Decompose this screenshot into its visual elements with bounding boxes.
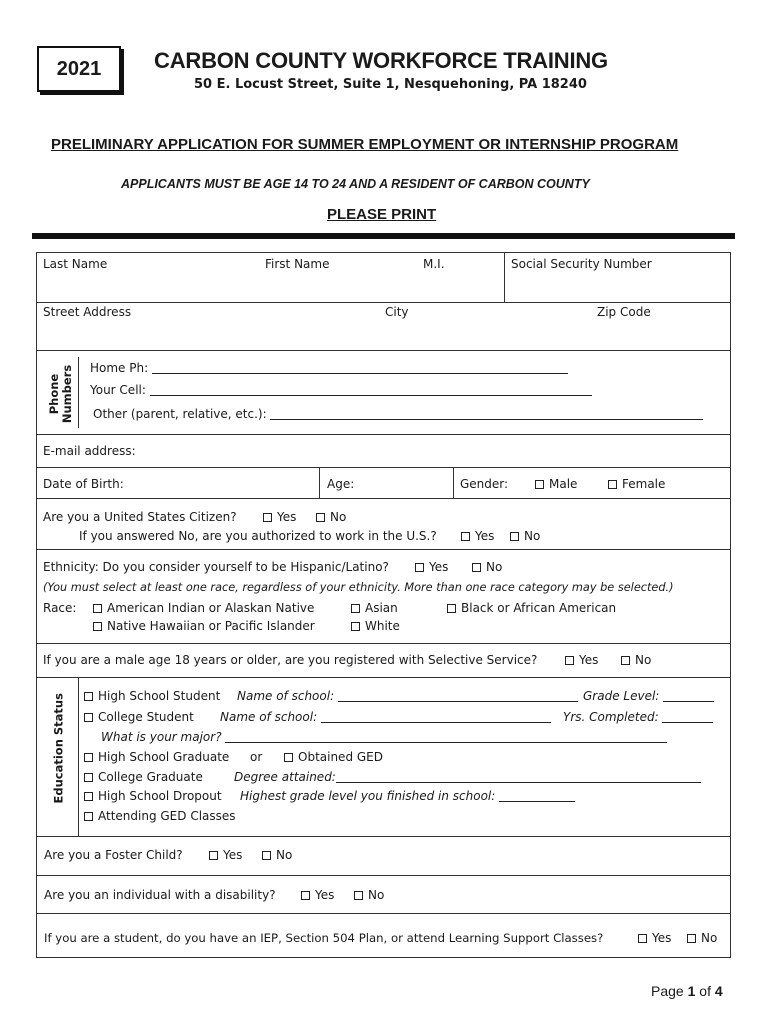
checkbox[interactable] — [316, 513, 325, 522]
form-title: PRELIMINARY APPLICATION FOR SUMMER EMPLOYMENT OR INTERNSHIP PROGRAM — [51, 136, 679, 153]
checkbox[interactable] — [84, 713, 93, 722]
race-label: Race: — [43, 601, 77, 615]
checkbox[interactable] — [447, 604, 456, 613]
ethnicity-question: Ethnicity: Do you consider yourself to be Hispanic/Latino? — [43, 560, 389, 574]
cell-phone-label: Your Cell: — [90, 383, 592, 397]
education-section-label: Education Status — [51, 693, 66, 804]
iep-row — [37, 914, 730, 958]
race-pacific-islander[interactable]: Native Hawaiian or Pacific Islander — [93, 619, 315, 633]
checkbox[interactable] — [84, 692, 93, 701]
checkbox[interactable] — [621, 656, 630, 665]
college-school-field[interactable]: Name of school: — [220, 710, 551, 724]
college-school-input[interactable] — [321, 711, 551, 723]
checkbox[interactable] — [510, 532, 519, 541]
iep-question: If you are a student, do you have an IEP, Section 504 Plan, or attend Learning Support Classes? — [44, 931, 604, 945]
checkbox[interactable] — [93, 604, 102, 613]
race-asian[interactable]: Asian — [351, 601, 398, 615]
checkbox[interactable] — [301, 891, 310, 900]
checkbox[interactable] — [351, 622, 360, 631]
org-title: CARBON COUNTY WORKFORCE TRAINING — [154, 48, 608, 73]
hs-student-option[interactable]: High School Student — [84, 689, 220, 703]
checkbox[interactable] — [84, 812, 93, 821]
authorized-yes[interactable]: Yes — [461, 529, 494, 543]
divider — [78, 357, 79, 428]
org-address: 50 E. Locust Street, Suite 1, Nesquehoning, PA 18240 — [194, 77, 587, 92]
college-student-option[interactable]: College Student — [84, 710, 194, 724]
highest-grade-input[interactable] — [499, 790, 575, 802]
work-authorization-question: If you answered No, are you authorized to work in the U.S.? — [79, 529, 437, 543]
email-row — [37, 435, 730, 468]
divider — [504, 253, 505, 302]
authorized-no[interactable]: No — [510, 529, 540, 543]
age-field[interactable]: Age: — [327, 477, 355, 491]
grade-level-field[interactable]: Grade Level: — [583, 689, 714, 703]
hs-graduate-option[interactable]: High School Graduate — [84, 750, 229, 764]
citizen-question: Are you a United States Citizen? — [43, 510, 237, 524]
page-number: Page 1 of 4 — [651, 983, 723, 999]
female-option[interactable]: Female — [608, 477, 665, 491]
disability-no[interactable]: No — [354, 888, 384, 902]
checkbox[interactable] — [84, 753, 93, 762]
hispanic-no[interactable]: No — [472, 560, 502, 574]
checkbox[interactable] — [687, 934, 696, 943]
selective-service-question: If you are a male age 18 years or older, are you registered with Selective Service? — [43, 653, 538, 667]
email-field[interactable]: E-mail address: — [43, 444, 136, 458]
divider — [319, 468, 320, 498]
name-row — [37, 253, 730, 303]
race-black[interactable]: Black or African American — [447, 601, 616, 615]
application-form — [36, 252, 731, 958]
checkbox[interactable] — [472, 563, 481, 572]
disability-question: Are you an individual with a disability? — [44, 888, 276, 902]
address-row — [37, 303, 730, 351]
or-text: or — [250, 750, 263, 764]
divider — [78, 678, 79, 836]
hs-school-input[interactable] — [338, 690, 578, 702]
checkbox[interactable] — [415, 563, 424, 572]
male-option[interactable]: Male — [535, 477, 577, 491]
degree-input[interactable] — [336, 771, 701, 783]
city-field[interactable]: City — [385, 305, 409, 319]
citizen-no[interactable]: No — [316, 510, 346, 524]
year-text: 2021 — [56, 57, 102, 80]
please-print-heading: PLEASE PRINT — [327, 206, 437, 223]
checkbox[interactable] — [608, 480, 617, 489]
checkbox[interactable] — [209, 851, 218, 860]
phone-section-label: Phone Numbers — [47, 364, 74, 424]
checkbox[interactable] — [84, 792, 93, 801]
street-address-field[interactable]: Street Address — [43, 305, 132, 319]
first-name-field[interactable]: First Name — [265, 257, 330, 271]
year-badge — [37, 46, 121, 92]
foster-no[interactable]: No — [262, 848, 292, 862]
ged-option[interactable]: Obtained GED — [284, 750, 383, 764]
checkbox[interactable] — [565, 656, 574, 665]
college-graduate-option[interactable]: College Graduate — [84, 770, 203, 784]
form-subtitle: APPLICANTS MUST BE AGE 14 TO 24 AND A RESIDENT OF CARBON COUNTY — [121, 177, 590, 191]
education-row — [37, 678, 730, 837]
other-phone-label: Other (parent, relative, etc.): — [93, 407, 703, 421]
dob-field[interactable]: Date of Birth: — [43, 477, 124, 491]
checkbox[interactable] — [351, 604, 360, 613]
checkbox[interactable] — [84, 773, 93, 782]
checkbox[interactable] — [354, 891, 363, 900]
race-white[interactable]: White — [351, 619, 400, 633]
checkbox[interactable] — [535, 480, 544, 489]
citizen-yes[interactable]: Yes — [263, 510, 296, 524]
checkbox[interactable] — [284, 753, 293, 762]
foster-yes[interactable]: Yes — [209, 848, 242, 862]
iep-yes[interactable]: Yes — [638, 931, 671, 945]
checkbox[interactable] — [262, 851, 271, 860]
yrs-completed-input[interactable] — [662, 711, 713, 723]
checkbox[interactable] — [263, 513, 272, 522]
grade-level-input[interactable] — [663, 690, 714, 702]
last-name-field[interactable]: Last Name — [43, 257, 108, 271]
highest-grade-field[interactable]: Highest grade level you finished in school: — [240, 789, 575, 803]
disability-row — [37, 876, 730, 914]
race-note: (You must select at least one race, regardless of your ethnicity. More than one race category may be selected.) — [43, 581, 674, 594]
divider — [453, 468, 454, 498]
major-field[interactable]: What is your major? — [101, 730, 667, 744]
checkbox[interactable] — [638, 934, 647, 943]
foster-question: Are you a Foster Child? — [44, 848, 183, 862]
ethnicity-row — [37, 550, 730, 644]
phone-row — [37, 351, 730, 435]
checkbox[interactable] — [461, 532, 470, 541]
citizen-row — [37, 499, 730, 550]
gender-label: Gender: — [460, 477, 509, 491]
dropout-option[interactable]: High School Dropout — [84, 789, 222, 803]
attending-ged-option[interactable]: Attending GED Classes — [84, 809, 236, 823]
foster-row — [37, 837, 730, 876]
yrs-completed-field[interactable]: Yrs. Completed: — [563, 710, 713, 724]
disability-yes[interactable]: Yes — [301, 888, 334, 902]
hs-school-field[interactable]: Name of school: — [237, 689, 578, 703]
checkbox[interactable] — [93, 622, 102, 631]
major-input[interactable] — [225, 731, 667, 743]
middle-initial-field[interactable]: M.I. — [423, 257, 445, 271]
ssn-field[interactable]: Social Security Number — [511, 257, 652, 271]
other-phone-input[interactable] — [270, 408, 703, 420]
home-phone-input[interactable] — [152, 362, 568, 374]
zip-code-field[interactable]: Zip Code — [597, 305, 651, 319]
iep-no[interactable]: No — [687, 931, 717, 945]
race-american-indian[interactable]: American Indian or Alaskan Native — [93, 601, 314, 615]
selective-service-yes[interactable]: Yes — [565, 653, 598, 667]
home-phone-label: Home Ph: — [90, 361, 568, 375]
dob-row — [37, 468, 730, 499]
hispanic-yes[interactable]: Yes — [415, 560, 448, 574]
selective-service-row — [37, 644, 730, 678]
selective-service-no[interactable]: No — [621, 653, 651, 667]
degree-field[interactable]: Degree attained: — [234, 770, 701, 784]
header-divider — [32, 233, 735, 239]
cell-phone-input[interactable] — [150, 384, 592, 396]
